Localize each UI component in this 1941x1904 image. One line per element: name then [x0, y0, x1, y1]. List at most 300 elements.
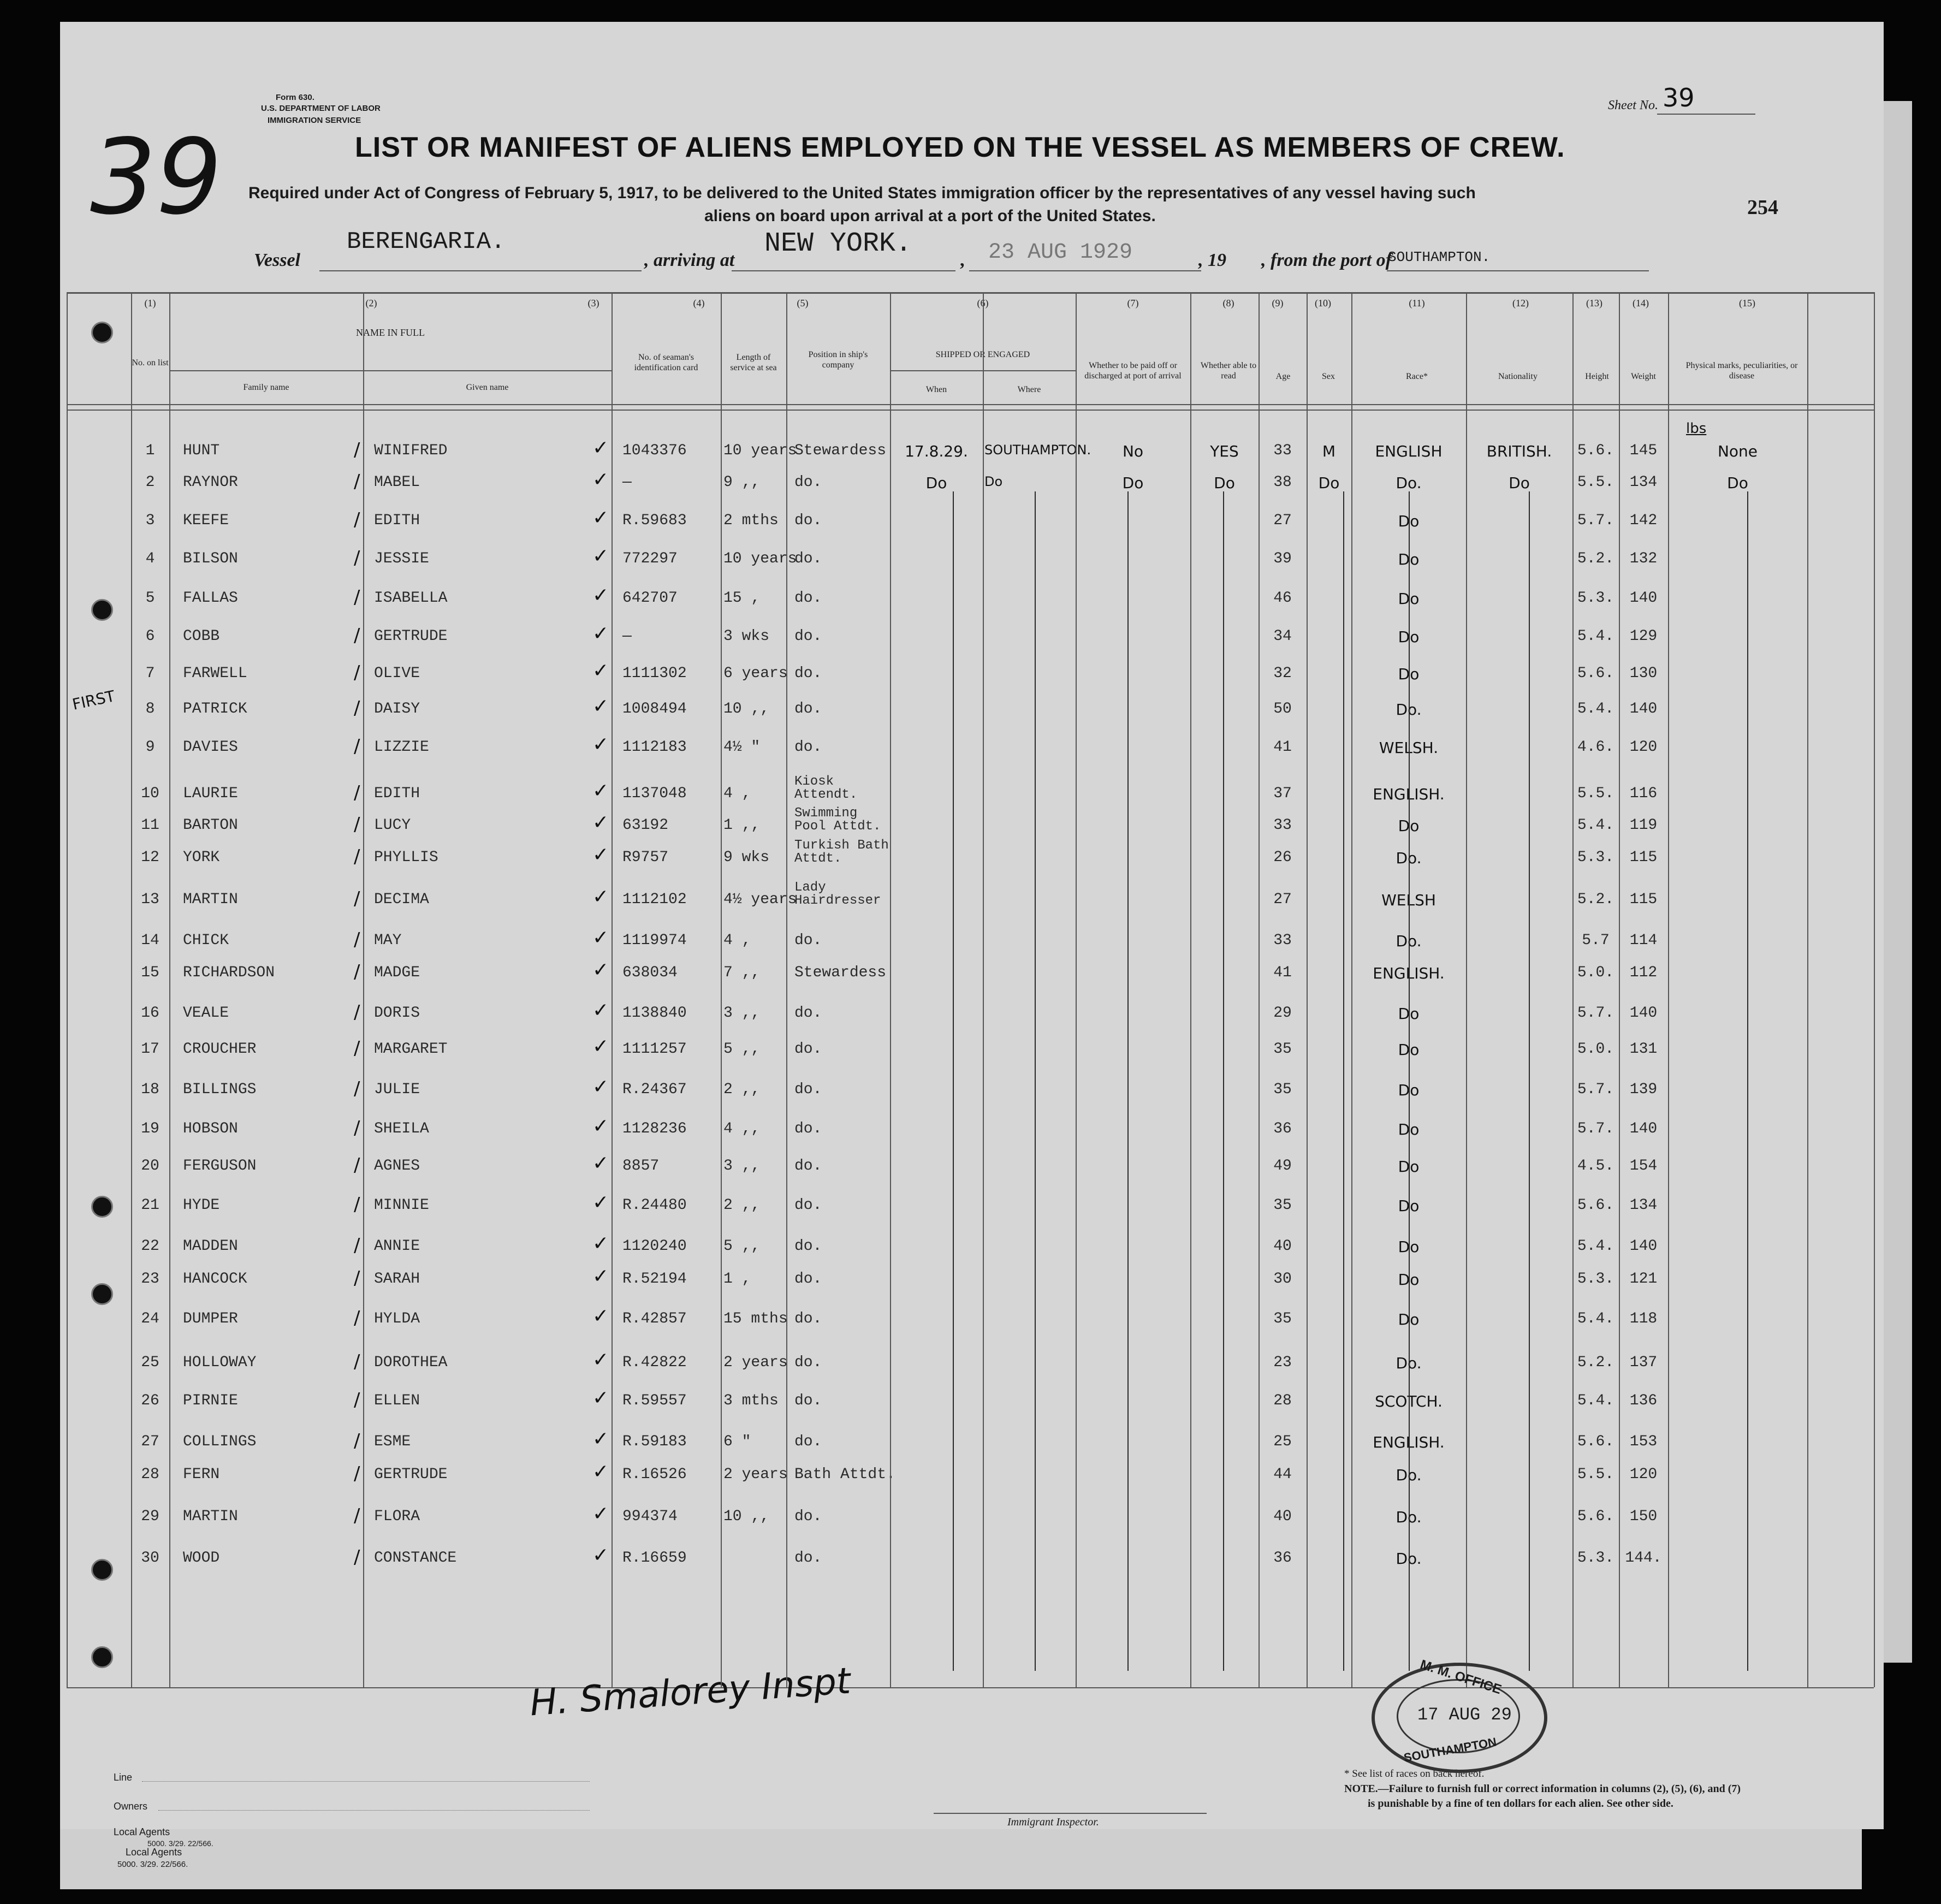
strip-local-agents: Local Agents — [126, 1847, 182, 1858]
seaman-id: R.59183 — [622, 1433, 687, 1450]
colnum-10: (10) — [1315, 298, 1331, 309]
check-mark: ✓ — [592, 1191, 609, 1214]
length-of-service: 9 ,, — [723, 474, 761, 491]
race: Do. — [1396, 1354, 1422, 1372]
weight: 112 — [1629, 964, 1658, 981]
given-name: ELLEN — [374, 1392, 420, 1409]
length-of-service: 10 ,, — [723, 701, 770, 717]
weight: 134 — [1629, 474, 1658, 491]
check-mark: ✓ — [592, 1544, 609, 1567]
height: 5.7. — [1577, 512, 1614, 529]
position: Stewardess — [794, 442, 887, 459]
given-name: DECIMA — [374, 891, 429, 908]
family-name: RAYNOR — [183, 474, 238, 491]
height: 5.2. — [1577, 550, 1614, 567]
shipped-when: Do — [925, 474, 947, 492]
table-rule — [169, 292, 170, 1687]
height: 5.6. — [1577, 442, 1614, 459]
row-number: 1 — [145, 442, 155, 459]
sex: Do — [1318, 474, 1340, 492]
height: 5.6. — [1577, 1508, 1614, 1525]
tick-mark: / — [354, 586, 360, 608]
position: do. — [794, 665, 822, 682]
physical-marks: None — [1717, 442, 1758, 460]
table-rule — [363, 292, 364, 1687]
check-mark: ✓ — [592, 1152, 609, 1175]
physical-marks: Do — [1727, 474, 1748, 492]
race: Do. — [1396, 849, 1422, 867]
height: 5.2. — [1577, 1354, 1614, 1371]
length-of-service: 2 years — [723, 1466, 788, 1483]
tick-mark: / — [354, 961, 360, 983]
position: do. — [794, 1120, 822, 1137]
given-name: DORIS — [374, 1005, 420, 1022]
weight: 139 — [1629, 1081, 1658, 1098]
age: 35 — [1273, 1041, 1292, 1058]
given-name: SARAH — [374, 1271, 420, 1288]
age: 34 — [1273, 628, 1292, 645]
ditto-stroke — [953, 491, 954, 1671]
year-label: , 19 — [1198, 250, 1226, 270]
family-name: DUMPER — [183, 1310, 238, 1327]
colnum-5: (5) — [797, 298, 809, 309]
position: do. — [794, 1433, 822, 1450]
row-number: 30 — [141, 1550, 159, 1567]
tick-mark: / — [354, 471, 360, 493]
height: 5.4. — [1577, 1392, 1614, 1409]
family-name: HANCOCK — [183, 1271, 247, 1288]
stamp-date: 17 AUG 29 — [1417, 1705, 1512, 1725]
row-number: 3 — [145, 512, 155, 529]
colnum-4: (4) — [693, 298, 705, 309]
height: 5.6. — [1577, 665, 1614, 682]
colnum-8: (8) — [1222, 298, 1234, 309]
race: Do — [1398, 628, 1420, 646]
check-mark: ✓ — [592, 811, 609, 834]
row-number: 12 — [141, 849, 159, 866]
weight: 130 — [1629, 665, 1658, 682]
row-number: 10 — [141, 785, 159, 802]
table-rule — [1259, 292, 1260, 1687]
family-name: FALLAS — [183, 590, 238, 607]
height: 5.7. — [1577, 1081, 1614, 1098]
header-able-to-read: Whether able to read — [1200, 361, 1257, 381]
form-number: Form 630. — [276, 93, 314, 102]
tick-mark: / — [354, 846, 360, 868]
given-name: GERTRUDE — [374, 1466, 448, 1483]
given-name: FLORA — [374, 1508, 420, 1525]
table-rule — [1351, 292, 1352, 1687]
check-mark: ✓ — [592, 999, 609, 1022]
seaman-id: R.16659 — [622, 1550, 687, 1567]
weight: 140 — [1629, 1005, 1658, 1022]
race: ENGLISH. — [1373, 1433, 1445, 1451]
footer-note-2: is punishable by a fine of ten dollars for each alien. See other side. — [1368, 1798, 1673, 1810]
from-port-label: , from the port of — [1261, 250, 1392, 270]
weight: 132 — [1629, 550, 1658, 567]
seaman-id: 1111257 — [622, 1041, 687, 1058]
position: do. — [794, 701, 822, 717]
row-number: 18 — [141, 1081, 159, 1098]
tick-mark: / — [354, 662, 360, 684]
check-mark: ✓ — [592, 886, 609, 908]
service: IMMIGRATION SERVICE — [268, 116, 361, 125]
height: 5.3. — [1577, 590, 1614, 607]
tick-mark: / — [354, 814, 360, 835]
stamp-top-text: M. M. OFFICE — [1418, 1657, 1504, 1698]
weight: 120 — [1629, 1466, 1658, 1483]
position: Swimming Pool Attdt. — [794, 806, 881, 834]
length-of-service: 6 years — [723, 665, 788, 682]
check-mark: ✓ — [592, 1387, 609, 1409]
family-name: KEEFE — [183, 512, 229, 529]
colnum-9: (9) — [1272, 298, 1284, 309]
given-name: ANNIE — [374, 1238, 420, 1255]
race: ENGLISH. — [1373, 785, 1445, 803]
vessel-name: BERENGARIA. — [347, 228, 506, 256]
row-number: 21 — [141, 1197, 159, 1214]
seaman-id: 1111302 — [622, 665, 687, 682]
length-of-service: 4 , — [723, 785, 751, 802]
race: Do — [1398, 1310, 1420, 1328]
age: 35 — [1273, 1310, 1292, 1327]
family-name: HOBSON — [183, 1120, 238, 1137]
race: ENGLISH. — [1373, 964, 1445, 982]
given-name: JULIE — [374, 1081, 420, 1098]
ditto-stroke — [1747, 491, 1748, 1671]
seaman-id: 8857 — [622, 1158, 660, 1175]
colnum-14: (14) — [1633, 298, 1649, 309]
length-of-service: 10 ,, — [723, 1508, 770, 1525]
race: Do. — [1396, 1508, 1422, 1526]
page-number: 254 — [1747, 196, 1778, 219]
given-name: DAISY — [374, 701, 420, 717]
length-of-service: 10 years — [723, 550, 797, 567]
check-mark: ✓ — [592, 733, 609, 756]
height: 5.7 — [1582, 932, 1610, 949]
header-age: Age — [1275, 372, 1291, 381]
sex: M — [1322, 442, 1336, 460]
given-name: HYLDA — [374, 1310, 420, 1327]
colnum-11: (11) — [1409, 298, 1425, 309]
tick-mark: / — [354, 1235, 360, 1256]
weight: 131 — [1629, 1041, 1658, 1058]
position: Stewardess — [794, 964, 887, 981]
family-name: MADDEN — [183, 1238, 238, 1255]
weight: 115 — [1629, 849, 1658, 866]
tick-mark: / — [354, 1267, 360, 1289]
race: Do. — [1396, 474, 1422, 492]
shipped-when: 17.8.29. — [905, 442, 968, 460]
given-name: JESSIE — [374, 550, 429, 567]
seaman-id: R.16526 — [622, 1466, 687, 1483]
row-number: 9 — [145, 739, 155, 756]
nationality: BRITISH. — [1486, 442, 1552, 460]
family-name: FARWELL — [183, 665, 247, 682]
age: 41 — [1273, 739, 1292, 756]
header-weight: Weight — [1631, 372, 1656, 381]
length-of-service: 4 , — [723, 932, 751, 949]
age: 33 — [1273, 817, 1292, 834]
position: do. — [794, 1081, 822, 1098]
position: do. — [794, 1238, 822, 1255]
race: Do — [1398, 1041, 1420, 1059]
check-mark: ✓ — [592, 1305, 609, 1327]
position: Lady Hairdresser — [794, 880, 881, 908]
ditto-stroke — [1127, 491, 1129, 1671]
seaman-id: 638034 — [622, 964, 678, 981]
race: SCOTCH. — [1375, 1392, 1443, 1410]
seaman-id: 1138840 — [622, 1005, 687, 1022]
weight: 118 — [1629, 1310, 1658, 1327]
race: Do. — [1396, 932, 1422, 950]
able-to-read: Do — [1214, 474, 1235, 492]
row-number: 7 — [145, 665, 155, 682]
age: 39 — [1273, 550, 1292, 567]
table-rule — [721, 292, 722, 1687]
tick-mark: / — [354, 1117, 360, 1139]
row-number: 14 — [141, 932, 159, 949]
row-number: 20 — [141, 1158, 159, 1175]
ditto-stroke — [1529, 491, 1530, 1671]
colnum-3: (3) — [587, 298, 599, 309]
row-number: 4 — [145, 550, 155, 567]
footer-races-note: * See list of races on back hereof. — [1344, 1768, 1485, 1780]
family-name: COBB — [183, 628, 220, 645]
race: WELSH — [1381, 891, 1436, 909]
row-number: 8 — [145, 701, 155, 717]
seaman-id: R.24367 — [622, 1081, 687, 1098]
header-given-name: Given name — [466, 383, 509, 392]
race: Do — [1398, 1271, 1420, 1289]
check-mark: ✓ — [592, 695, 609, 717]
able-to-read: YES — [1210, 442, 1239, 460]
header-shipped-or-engaged: SHIPPED OR ENGAGED — [935, 350, 1030, 359]
tick-mark: / — [354, 888, 360, 910]
seaman-id: 1119974 — [622, 932, 687, 949]
weight: 136 — [1629, 1392, 1658, 1409]
table-rule — [1668, 292, 1669, 1687]
check-mark: ✓ — [592, 468, 609, 491]
tick-mark: / — [354, 1351, 360, 1373]
row-number: 2 — [145, 474, 155, 491]
age: 23 — [1273, 1354, 1292, 1371]
weight: 140 — [1629, 590, 1658, 607]
header-when: When — [925, 385, 947, 394]
weight: 144. — [1625, 1550, 1662, 1567]
weight: 115 — [1629, 891, 1658, 908]
given-name: DOROTHEA — [374, 1354, 448, 1371]
age: 30 — [1273, 1271, 1292, 1288]
table-rule — [1307, 292, 1308, 1687]
paid-off: Do — [1122, 474, 1144, 492]
seaman-id: 63192 — [622, 817, 669, 834]
tick-mark: / — [354, 1194, 360, 1215]
seaman-id: R.52194 — [622, 1271, 687, 1288]
height: 5.5. — [1577, 785, 1614, 802]
weight: 116 — [1629, 785, 1658, 802]
vessel-label: Vessel — [254, 250, 300, 270]
stamp-bottom-text: SOUTHAMPTON — [1403, 1735, 1498, 1765]
length-of-service: 3 ,, — [723, 1005, 761, 1022]
tick-mark: / — [354, 735, 360, 757]
family-name: PATRICK — [183, 701, 247, 717]
length-of-service: 5 ,, — [723, 1041, 761, 1058]
position: Kiosk Attendt. — [794, 774, 858, 802]
position: do. — [794, 739, 822, 756]
race: Do — [1398, 590, 1420, 608]
seaman-id: 994374 — [622, 1508, 678, 1525]
shipped-where: Do — [984, 474, 1003, 489]
seaman-id: 1112102 — [622, 891, 687, 908]
age: 36 — [1273, 1550, 1292, 1567]
tick-mark: / — [354, 1001, 360, 1023]
nationality: Do — [1509, 474, 1530, 492]
age: 49 — [1273, 1158, 1292, 1175]
position: do. — [794, 474, 822, 491]
height: 5.7. — [1577, 1005, 1614, 1022]
row-number: 25 — [141, 1354, 159, 1371]
length-of-service: 3 mths — [723, 1392, 779, 1409]
sheet-number: 39 — [1663, 83, 1695, 112]
length-of-service: 4½ years — [723, 891, 797, 908]
length-of-service: 1 ,, — [723, 817, 761, 834]
family-name: PIRNIE — [183, 1392, 238, 1409]
row-number: 27 — [141, 1433, 159, 1450]
table-rule — [1619, 292, 1620, 1687]
age: 38 — [1273, 474, 1292, 491]
given-name: OLIVE — [374, 665, 420, 682]
seaman-id: R.42857 — [622, 1310, 687, 1327]
age: 32 — [1273, 665, 1292, 682]
check-mark: ✓ — [592, 1115, 609, 1137]
family-name: MARTIN — [183, 1508, 238, 1525]
family-name: HYDE — [183, 1197, 220, 1214]
row-number: 11 — [141, 817, 159, 834]
position: do. — [794, 1197, 822, 1214]
department: U.S. DEPARTMENT OF LABOR — [261, 104, 381, 113]
given-name: SHEILA — [374, 1120, 429, 1137]
tick-mark: / — [354, 929, 360, 951]
seaman-id: R.24480 — [622, 1197, 687, 1214]
length-of-service: 15 mths — [723, 1310, 788, 1327]
row-number: 16 — [141, 1005, 159, 1022]
length-of-service: 2 ,, — [723, 1081, 761, 1098]
family-name: BILSON — [183, 550, 238, 567]
tick-mark: / — [354, 509, 360, 531]
race: Do — [1398, 1005, 1420, 1023]
table-rule — [890, 292, 891, 1687]
length-of-service: 6 " — [723, 1433, 751, 1450]
height: 5.7. — [1577, 1120, 1614, 1137]
family-name: LAURIE — [183, 785, 238, 802]
weight: 140 — [1629, 701, 1658, 717]
tick-mark: / — [354, 1389, 360, 1411]
age: 44 — [1273, 1466, 1292, 1483]
position: do. — [794, 1310, 822, 1327]
race: Do — [1398, 817, 1420, 835]
given-name: LUCY — [374, 817, 411, 834]
strip-print-code: 5000. 3/29. 22/566. — [117, 1860, 188, 1869]
row-number: 17 — [141, 1041, 159, 1058]
weight: 137 — [1629, 1354, 1658, 1371]
race: Do — [1398, 1238, 1420, 1256]
weight: 114 — [1629, 932, 1658, 949]
header-length-of-service: Length of service at sea — [730, 353, 777, 372]
seaman-id: — — [622, 474, 632, 491]
paid-off: No — [1122, 442, 1144, 460]
check-mark: ✓ — [592, 927, 609, 949]
subtitle-line-2: aliens on board upon arrival at a port of the United States. — [704, 207, 1156, 225]
row-number: 19 — [141, 1120, 159, 1137]
weight: 154 — [1629, 1158, 1658, 1175]
colnum-1: (1) — [144, 298, 156, 309]
ditto-stroke — [1223, 491, 1224, 1671]
check-mark: ✓ — [592, 545, 609, 567]
given-name: AGNES — [374, 1158, 420, 1175]
family-name: HUNT — [183, 442, 220, 459]
length-of-service: 2 mths — [723, 512, 779, 529]
age: 27 — [1273, 891, 1292, 908]
position: do. — [794, 1392, 822, 1409]
height: 5.6. — [1577, 1433, 1614, 1450]
sheet-label: Sheet No. — [1608, 98, 1658, 112]
length-of-service: 2 ,, — [723, 1197, 761, 1214]
seaman-id: — — [622, 628, 632, 645]
race: ENGLISH — [1375, 442, 1443, 460]
height: 5.4. — [1577, 1238, 1614, 1255]
check-mark: ✓ — [592, 1349, 609, 1371]
family-name: FERGUSON — [183, 1158, 257, 1175]
table-rule — [67, 292, 68, 1687]
ditto-stroke — [1343, 491, 1344, 1671]
length-of-service: 7 ,, — [723, 964, 761, 981]
position: do. — [794, 1550, 822, 1567]
age: 50 — [1273, 701, 1292, 717]
tick-mark: / — [354, 782, 360, 804]
family-name: FERN — [183, 1466, 220, 1483]
length-of-service: 5 ,, — [723, 1238, 761, 1255]
family-name: BILLINGS — [183, 1081, 257, 1098]
given-name: LIZZIE — [374, 739, 429, 756]
punch-hole — [91, 1559, 113, 1581]
ditto-stroke — [1035, 491, 1036, 1671]
weight: 129 — [1629, 628, 1658, 645]
tick-mark: / — [354, 547, 360, 569]
position: do. — [794, 628, 822, 645]
seaman-id: 1137048 — [622, 785, 687, 802]
race: Do — [1398, 1081, 1420, 1099]
race: Do. — [1396, 1550, 1422, 1568]
weight: 119 — [1629, 817, 1658, 834]
family-name: MARTIN — [183, 891, 238, 908]
position: Bath Attdt. — [794, 1466, 895, 1483]
height: 5.5. — [1577, 1466, 1614, 1483]
check-mark: ✓ — [592, 1461, 609, 1483]
race: Do. — [1396, 1466, 1422, 1484]
weight: 150 — [1629, 1508, 1658, 1525]
age: 35 — [1273, 1081, 1292, 1098]
row-number: 24 — [141, 1310, 159, 1327]
age: 29 — [1273, 1005, 1292, 1022]
height: 5.4. — [1577, 817, 1614, 834]
header-where: Where — [1017, 385, 1041, 394]
table-rule — [1807, 292, 1808, 1687]
seaman-id: R.59557 — [622, 1392, 687, 1409]
height: 4.5. — [1577, 1158, 1614, 1175]
row-number: 22 — [141, 1238, 159, 1255]
family-name: COLLINGS — [183, 1433, 257, 1450]
